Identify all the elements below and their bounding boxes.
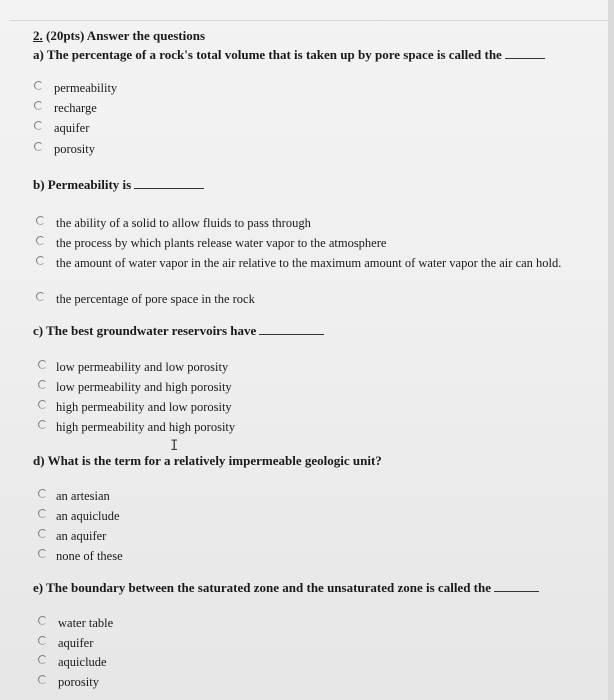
option-c-2[interactable]: low permeability and high porosity [56,380,232,394]
option-a-1[interactable]: permeability [54,81,118,95]
right-edge [608,0,614,700]
radio-d-1[interactable] [38,489,47,498]
option-d-1[interactable]: an artesian [56,489,110,503]
radio-e-2[interactable] [38,636,47,645]
question-c-prompt [33,323,324,339]
question-c-text: c) The best groundwater reservoirs have [33,323,257,338]
radio-a-1[interactable] [34,81,43,90]
question-a-text: a) The percentage of a rock's total volume that is taken up by pore space is called the [33,47,502,62]
answer-blank [505,48,545,59]
option-b-1[interactable]: the ability of a solid to allow fluids to pass through [56,216,311,230]
option-d-4[interactable]: none of these [56,549,123,563]
option-c-1[interactable]: low permeability and low porosity [56,360,229,374]
option-e-4[interactable]: porosity [58,675,99,689]
question-d-prompt: d) What is the term for a relatively impermeable geologic unit? [33,453,382,468]
answer-blank [259,324,324,335]
option-b-3-line1[interactable] [33,256,563,271]
radio-a-4[interactable] [34,142,43,151]
text-cursor-icon: I [170,438,179,454]
radio-d-4[interactable] [38,549,47,558]
option-a-3[interactable]: aquifer [54,121,90,135]
question-number: 2. [33,28,43,43]
option-a-2[interactable]: recharge [54,101,97,115]
radio-b-2[interactable] [36,236,45,245]
question-a-prompt [33,47,545,63]
radio-a-2[interactable] [34,101,43,110]
question-header [33,28,205,43]
radio-e-3[interactable] [38,655,47,664]
option-b-4[interactable]: the percentage of pore space in the rock [56,292,255,306]
radio-e-4[interactable] [38,675,47,684]
radio-d-2[interactable] [38,509,47,518]
top-divider [10,20,610,21]
radio-d-3[interactable] [38,529,47,538]
answer-blank [134,178,204,189]
question-b-prompt [33,177,204,193]
option-b-2[interactable]: the process by which plants release water vapor to the atmosphere [56,236,387,250]
question-b-text: b) Permeability is [33,177,132,192]
radio-c-4[interactable] [38,420,47,429]
question-e-prompt [33,580,539,596]
radio-c-1[interactable] [38,360,47,369]
option-a-4[interactable]: porosity [54,142,95,156]
option-c-3[interactable]: high permeability and low porosity [56,400,232,414]
question-title: (20pts) Answer the questions [46,28,206,43]
radio-c-2[interactable] [38,380,47,389]
option-d-3[interactable]: an aquifer [56,529,107,543]
option-e-1[interactable]: water table [58,616,114,630]
option-e-3[interactable]: aquiclude [58,655,107,669]
option-b-3[interactable]: the amount of water vapor in the air relative to the maximum amount of water vapor the air can hold. [56,256,562,270]
radio-a-3[interactable] [34,121,43,130]
question-e-text: e) The boundary between the saturated zone and the unsaturated zone is called the [33,580,492,595]
radio-b-4[interactable] [36,292,45,301]
option-c-4[interactable]: high permeability and high porosity [56,420,236,434]
radio-b-1[interactable] [36,216,45,225]
answer-blank [494,581,539,592]
radio-e-1[interactable] [38,616,47,625]
radio-c-3[interactable] [38,400,47,409]
option-e-2[interactable]: aquifer [58,636,94,650]
option-d-2[interactable]: an aquiclude [56,509,120,523]
